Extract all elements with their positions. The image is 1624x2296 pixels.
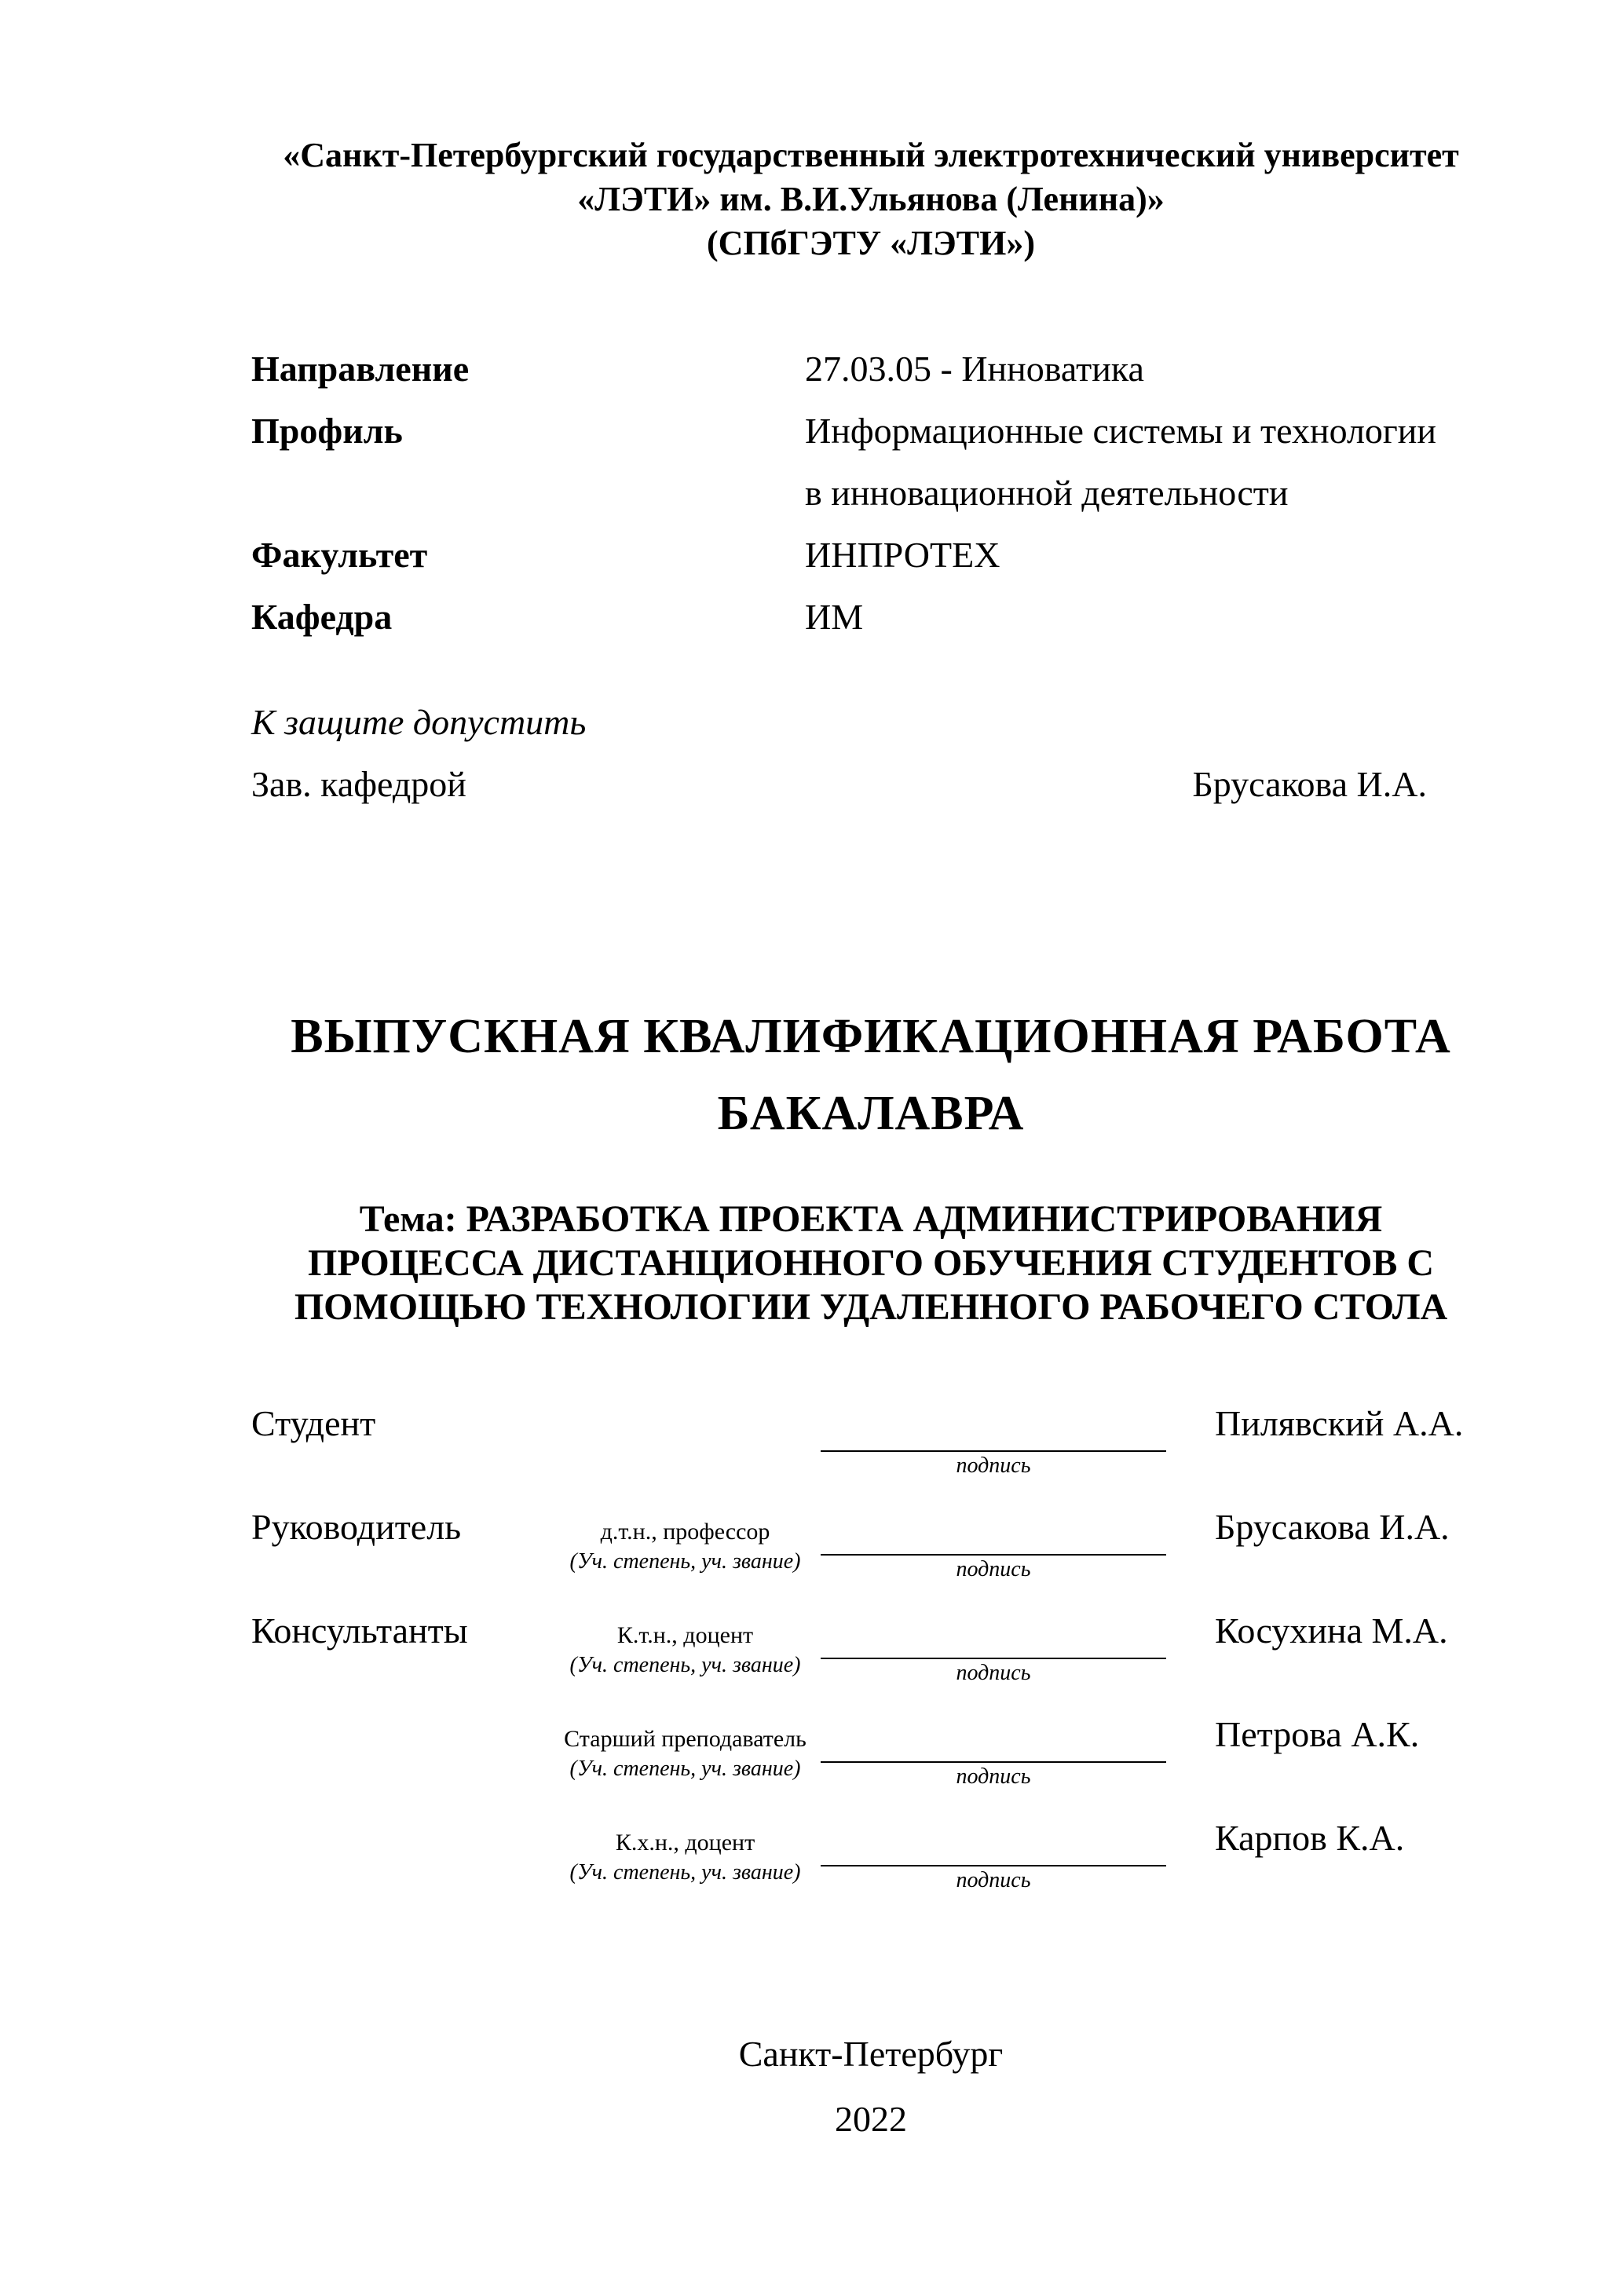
signature-role: Студент: [251, 1403, 376, 1443]
approval-block: [251, 691, 1490, 815]
signature-line: [821, 1402, 1166, 1452]
field-value-faculty: ИНПРОТЕХ: [805, 535, 1000, 575]
thesis-theme-line1: Тема: РАЗРАБОТКА ПРОЕКТА АДМИНИСТРИРОВАНИЯ: [359, 1198, 1383, 1240]
field-value-profile: [805, 400, 1490, 524]
signature-field: [821, 1609, 1166, 1687]
field-row-department: [251, 586, 1490, 648]
university-header: [251, 133, 1490, 265]
signature-field: [821, 1816, 1166, 1895]
signature-line: [821, 1816, 1166, 1866]
signature-field: [821, 1505, 1166, 1584]
signature-line: [821, 1505, 1166, 1556]
footer-year: 2022: [835, 2099, 907, 2139]
signature-line: [821, 1609, 1166, 1659]
field-value-profile-line2: в инновационной деятельности: [805, 473, 1289, 513]
university-name-line3: (СПбГЭТУ «ЛЭТИ»): [707, 224, 1035, 262]
signature-role: [251, 1713, 550, 1791]
signature-role: Консультанты: [251, 1610, 468, 1651]
signature-name: Брусакова И.А.: [1215, 1507, 1450, 1547]
field-row-profile: [251, 400, 1490, 524]
signature-name: Петрова А.К.: [1215, 1714, 1420, 1754]
approval-role-label: Зав. кафедрой: [251, 764, 466, 804]
signature-row-supervisor: [251, 1505, 1490, 1584]
signature-name: Косухина М.А.: [1215, 1610, 1448, 1651]
field-value-profile-line1: Информационные системы и технологии: [805, 411, 1437, 451]
signature-row-consultant-1: [251, 1609, 1490, 1687]
approval-signature-row: [251, 753, 1490, 815]
field-row-faculty: [251, 524, 1490, 586]
university-name-line1: «Санкт-Петербургский государственный электротехнический университет: [283, 136, 1459, 174]
signature-degree: Старший преподаватель (Уч. степень, уч. звание): [564, 1726, 807, 1781]
signature-field: [821, 1713, 1166, 1791]
signature-degree: К.т.н., доцент (Уч. степень, уч. звание): [569, 1622, 801, 1677]
document-title-line1: ВЫПУСКНАЯ КВАЛИФИКАЦИОННАЯ РАБОТА: [291, 1010, 1451, 1063]
signature-caption: подпись: [956, 1453, 1031, 1478]
footer-city: Санкт-Петербург: [738, 2034, 1004, 2074]
thesis-theme: [251, 1197, 1490, 1329]
signature-degree: д.т.н., профессор (Уч. степень, уч. звание): [569, 1519, 801, 1574]
approval-statement: К защите допустить: [251, 702, 587, 742]
document-title-line2: БАКАЛАВРА: [717, 1087, 1025, 1140]
signature-caption: подпись: [956, 1868, 1031, 1892]
field-value-department: ИМ: [805, 597, 864, 637]
field-label-direction: Направление: [251, 349, 470, 389]
footer-block: [251, 2021, 1490, 2152]
document-title: [251, 998, 1490, 1152]
field-label-faculty: Факультет: [251, 535, 428, 575]
signature-role: Руководитель: [251, 1507, 462, 1547]
field-value-direction: 27.03.05 - Инноватика: [805, 349, 1144, 389]
signature-row-consultant-3: [251, 1816, 1490, 1895]
field-label-department: Кафедра: [251, 597, 393, 637]
signature-name: Карпов К.А.: [1215, 1818, 1405, 1858]
signature-degree: К.х.н., доцент (Уч. степень, уч. звание): [569, 1830, 801, 1885]
approval-name: Брусакова И.А.: [1192, 764, 1427, 804]
signature-row-consultant-2: [251, 1713, 1490, 1791]
field-row-direction: [251, 338, 1490, 400]
field-label-profile: Профиль: [251, 411, 403, 451]
thesis-theme-line3: ПОМОЩЬЮ ТЕХНОЛОГИИ УДАЛЕННОГО РАБОЧЕГО СТОЛА: [294, 1286, 1448, 1328]
signature-role: [251, 1816, 550, 1895]
signature-caption: подпись: [956, 1661, 1031, 1685]
university-name-line2: «ЛЭТИ» им. В.И.Ульянова (Ленина)»: [577, 180, 1165, 218]
signatures-block: [251, 1402, 1490, 1895]
signature-line: [821, 1713, 1166, 1763]
thesis-theme-line2: ПРОЦЕССА ДИСТАНЦИОННОГО ОБУЧЕНИЯ СТУДЕНТОВ С: [307, 1242, 1435, 1284]
signature-degree: [550, 1402, 821, 1480]
program-fields: [251, 338, 1490, 648]
signature-field: [821, 1402, 1166, 1480]
signature-row-student: [251, 1402, 1490, 1480]
signature-caption: подпись: [956, 1557, 1031, 1581]
signature-name: Пилявский А.А.: [1215, 1403, 1464, 1443]
signature-caption: подпись: [956, 1764, 1031, 1789]
